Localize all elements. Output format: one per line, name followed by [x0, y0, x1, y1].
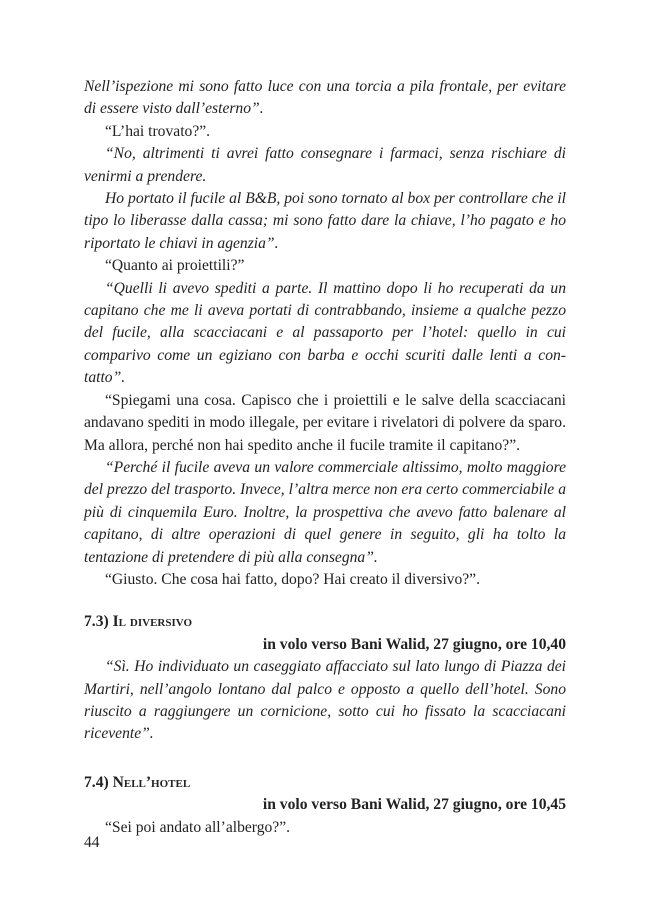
section-number: 7.4)	[84, 773, 109, 791]
section-title: Nell’hotel	[112, 773, 191, 791]
section-subtitle: in volo verso Bani Walid, 27 giugno, ore 10,45	[262, 796, 566, 814]
section-number: 7.3)	[84, 613, 109, 631]
section-subtitle: in volo verso Bani Walid, 27 giugno, ore 10,40	[262, 635, 566, 653]
paragraph: Ho portato il fucile al B&B, poi sono tornato al box per controllare che il tipo lo liberasse dalla cassa; mi sono fatto dare la chiave, l’ho pagato e ho riportato le chiavi in agenzia”.	[84, 190, 566, 252]
dialogue-text	[84, 76, 566, 591]
section-il-diversivo	[84, 611, 566, 745]
paragraph: “Sì. Ho individuato un caseggiato affacciato sul lato lungo di Piazza dei Martiri, nell’angolo lontano dal palco e opposto a quello dell’hotel. Sono riuscito a raggiungere un cornicione, sotto cui ho fissato la scacciacani ricevente”.	[84, 658, 566, 743]
book-page	[84, 76, 566, 839]
paragraph: “Quanto ai proiettili?”	[105, 257, 245, 275]
paragraph: “No, altrimenti ti avrei fatto consegnare i farmaci, senza rischiare di venirmi a prendere.	[84, 145, 566, 185]
paragraph: “L’hai trovato?”.	[105, 122, 211, 140]
paragraph: “Spiegami una cosa. Capisco che i proiettili e le salve della scacciacani andavano spediti in modo illegale, per evitare i rivelatori di polvere da sparo. Ma allora, perché non hai spedito anche il fucile tramite il capitano?”.	[84, 391, 566, 454]
paragraph: “Giusto. Che cosa hai fatto, dopo? Hai creato il diversivo?”.	[105, 570, 480, 588]
section-heading	[84, 611, 566, 633]
paragraph: “Sei poi andato all’albergo?”.	[105, 818, 291, 836]
paragraph: Nell’ispezione mi sono fatto luce con una torcia a pila frontale, per evitare di essere visto dall’esterno”.	[84, 78, 566, 118]
section-heading	[84, 772, 566, 794]
section-nell-hotel	[84, 772, 566, 839]
page-number: 44	[84, 834, 100, 851]
paragraph: “Quelli li avevo spediti a parte. Il mattino dopo li ho recuperati da un capitano che me li aveva portati di contrabbando, insieme a qualche pezzo del fucile, alla scacciacani e al passaporto per l’hotel: quello in cui comparivo come un egiziano con barba e occhi scuriti dalle lenti a contatto”.	[84, 279, 566, 387]
section-title: Il diversivo	[112, 613, 193, 631]
paragraph: “Perché il fucile aveva un valore commerciale altissimo, molto maggiore del prezzo del trasporto. Invece, l’altra merce non era certo commerciabile a più di cinquemila Euro. Inoltre, la prospettiva che avevo fatto balenare al capitano, di altre operazioni di quel genere in seguito, gli ha tolto la tentazione di pretendere di più alla consegna”.	[84, 458, 566, 566]
